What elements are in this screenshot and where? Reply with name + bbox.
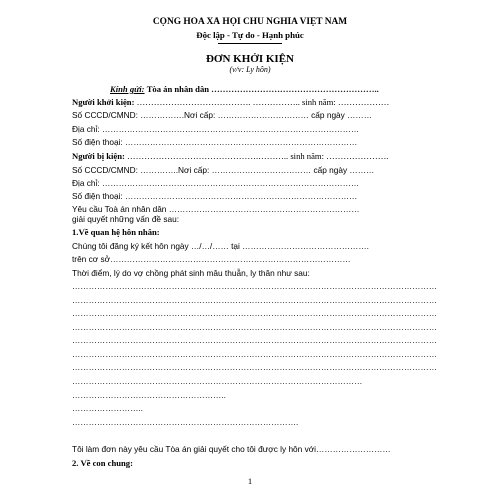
plaintiff-name-label: Người khởi kiện: [72,97,135,107]
section-2-heading: 2. Về con chung: [72,458,133,468]
national-motto: Độc lập - Tự do - Hạnh phúc [196,30,304,40]
defendant-name-line [72,151,388,162]
dotted-line: …………………………………………………………………………………………………………………… [72,322,438,332]
document-subtitle: (v/v: Ly hôn) [229,65,271,74]
national-title: CỘNG HÒA XÃ HỘI CHỦ NGHĨA VIỆT NAM [152,17,348,27]
plaintiff-name-field: …………………………………. …………….. sinh năm: ……………… [134,97,390,107]
motto-underline [218,43,282,44]
addressee-value: Tòa án nhân dân ………………………………………………….. [146,84,379,94]
addressee-line [110,84,379,95]
dotted-line: …………………………………………………………………………………………… [72,376,363,386]
plaintiff-address-line: Địa chỉ: ………………………………………………………………………………… [72,124,360,134]
addressee-label: Kính gửi: [110,84,145,94]
marriage-basis-line: trên cơ sở…………………………………………………………………………… [72,254,351,264]
plaintiff-id-line: Số CCCD/CMND: …………….Nơi cấp: …………………………… cấp ngày ……… [72,110,373,120]
section-1-heading: 1.Về quan hệ hôn nhân: [72,227,160,237]
defendant-address-line: Địa chỉ: ………………………………………………………………………………… [72,178,360,188]
dotted-line: ……………………………………………….. [72,390,226,400]
page-number: 1 [247,476,253,486]
request-line-1: Yêu cầu Toà án nhân dân …………………………………………………………… [72,204,360,214]
dotted-line: …………………………………………………………………………………………………………………… [72,335,438,345]
defendant-id-line: Số CCCD/CMND: …………..Nơi cấp: ……………………………… cấp ngày ……… [72,165,375,175]
document-title: ĐƠN KHỞI KIỆN [205,53,294,65]
dotted-line: …………………………………………………………………………………………………………………… [72,281,438,291]
dotted-line: …………………………………………………………………………………………………………………… [72,349,438,359]
dotted-line: …………………………………………………………………………………………………………………… [72,295,438,305]
conflict-intro-line: Thời điểm, lý do vợ chồng phát sinh mâu thuẫn, ly thân như sau: [72,268,310,278]
request-line-2: giải quyết những vấn đề sau: [72,214,180,224]
defendant-phone-line: Số điện thoại: ………………………………………………………………………… [72,191,358,201]
divorce-request-line: Tôi làm đơn này yêu cầu Tòa án giải quyết cho tôi được ly hôn với……………………… [72,444,391,454]
defendant-name-field: ……………………………………….……….. sinh năm: …………………. [124,151,389,161]
dotted-line: …………………………………………………………………………………………………………………… [72,362,438,372]
plaintiff-name-line [72,97,389,108]
dotted-line: ………………………………………………………………………. [72,417,299,427]
dotted-line: …………………….. [72,403,143,413]
marriage-registration-line: Chúng tôi đăng ký kết hôn ngày …/…/…… tại ………………………………………. [72,241,369,251]
defendant-name-label: Người bị kiện: [72,151,125,161]
dotted-line: …………………………………………………………………………………………………………………… [72,308,438,318]
plaintiff-phone-line: Số điện thoại: ………………………………………………………………………… [72,137,358,147]
